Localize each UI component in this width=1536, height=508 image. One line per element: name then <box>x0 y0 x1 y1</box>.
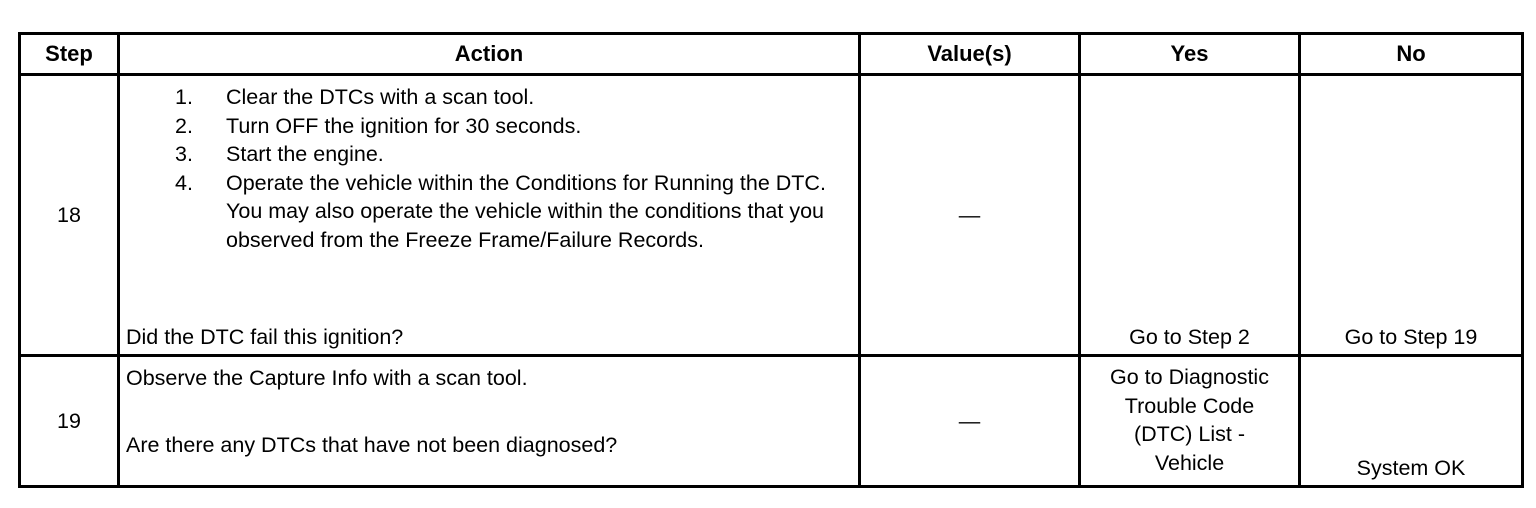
list-item: 2. Turn OFF the ignition for 30 seconds. <box>175 113 582 138</box>
step-number: 19 <box>20 356 119 487</box>
header-row <box>20 34 1523 75</box>
action-question: Did the DTC fail this ignition? <box>126 325 404 350</box>
yes-line: Vehicle <box>1154 450 1225 475</box>
yes-cell <box>1080 356 1300 487</box>
no-cell: System OK <box>1300 356 1523 487</box>
yes-cell: Go to Step 2 <box>1080 75 1300 356</box>
action-cell <box>119 75 860 356</box>
diagnostic-table <box>18 32 1524 488</box>
header-yes: Yes <box>1080 34 1300 75</box>
list-item: 4. Operate the vehicle within the Conditions for Running the DTC. You may also operate the vehicle within the conditions that you observed from the Freeze Frame/Failure Records. <box>175 170 826 252</box>
header-no: No <box>1300 34 1523 75</box>
action-cell <box>119 356 860 487</box>
table-row-step-18 <box>20 75 1523 356</box>
action-steps-list <box>120 83 858 255</box>
yes-line: Trouble Code <box>1124 393 1255 418</box>
action-question: Are there any DTCs that have not been diagnosed? <box>126 433 618 457</box>
step-number: 18 <box>20 75 119 356</box>
yes-line: (DTC) List - <box>1133 422 1246 447</box>
header-values: Value(s) <box>860 34 1080 75</box>
header-step: Step <box>20 34 119 75</box>
table-row-step-19 <box>20 356 1523 487</box>
action-text: Observe the Capture Info with a scan tool. <box>126 366 528 390</box>
yes-line: Go to Diagnostic <box>1110 365 1269 389</box>
no-cell: Go to Step 19 <box>1300 75 1523 356</box>
list-item: 3. Start the engine. <box>175 142 384 167</box>
value-cell: — <box>860 75 1080 356</box>
list-item: 1. Clear the DTCs with a scan tool. <box>175 85 535 109</box>
header-action: Action <box>119 34 860 75</box>
value-cell: — <box>860 356 1080 487</box>
